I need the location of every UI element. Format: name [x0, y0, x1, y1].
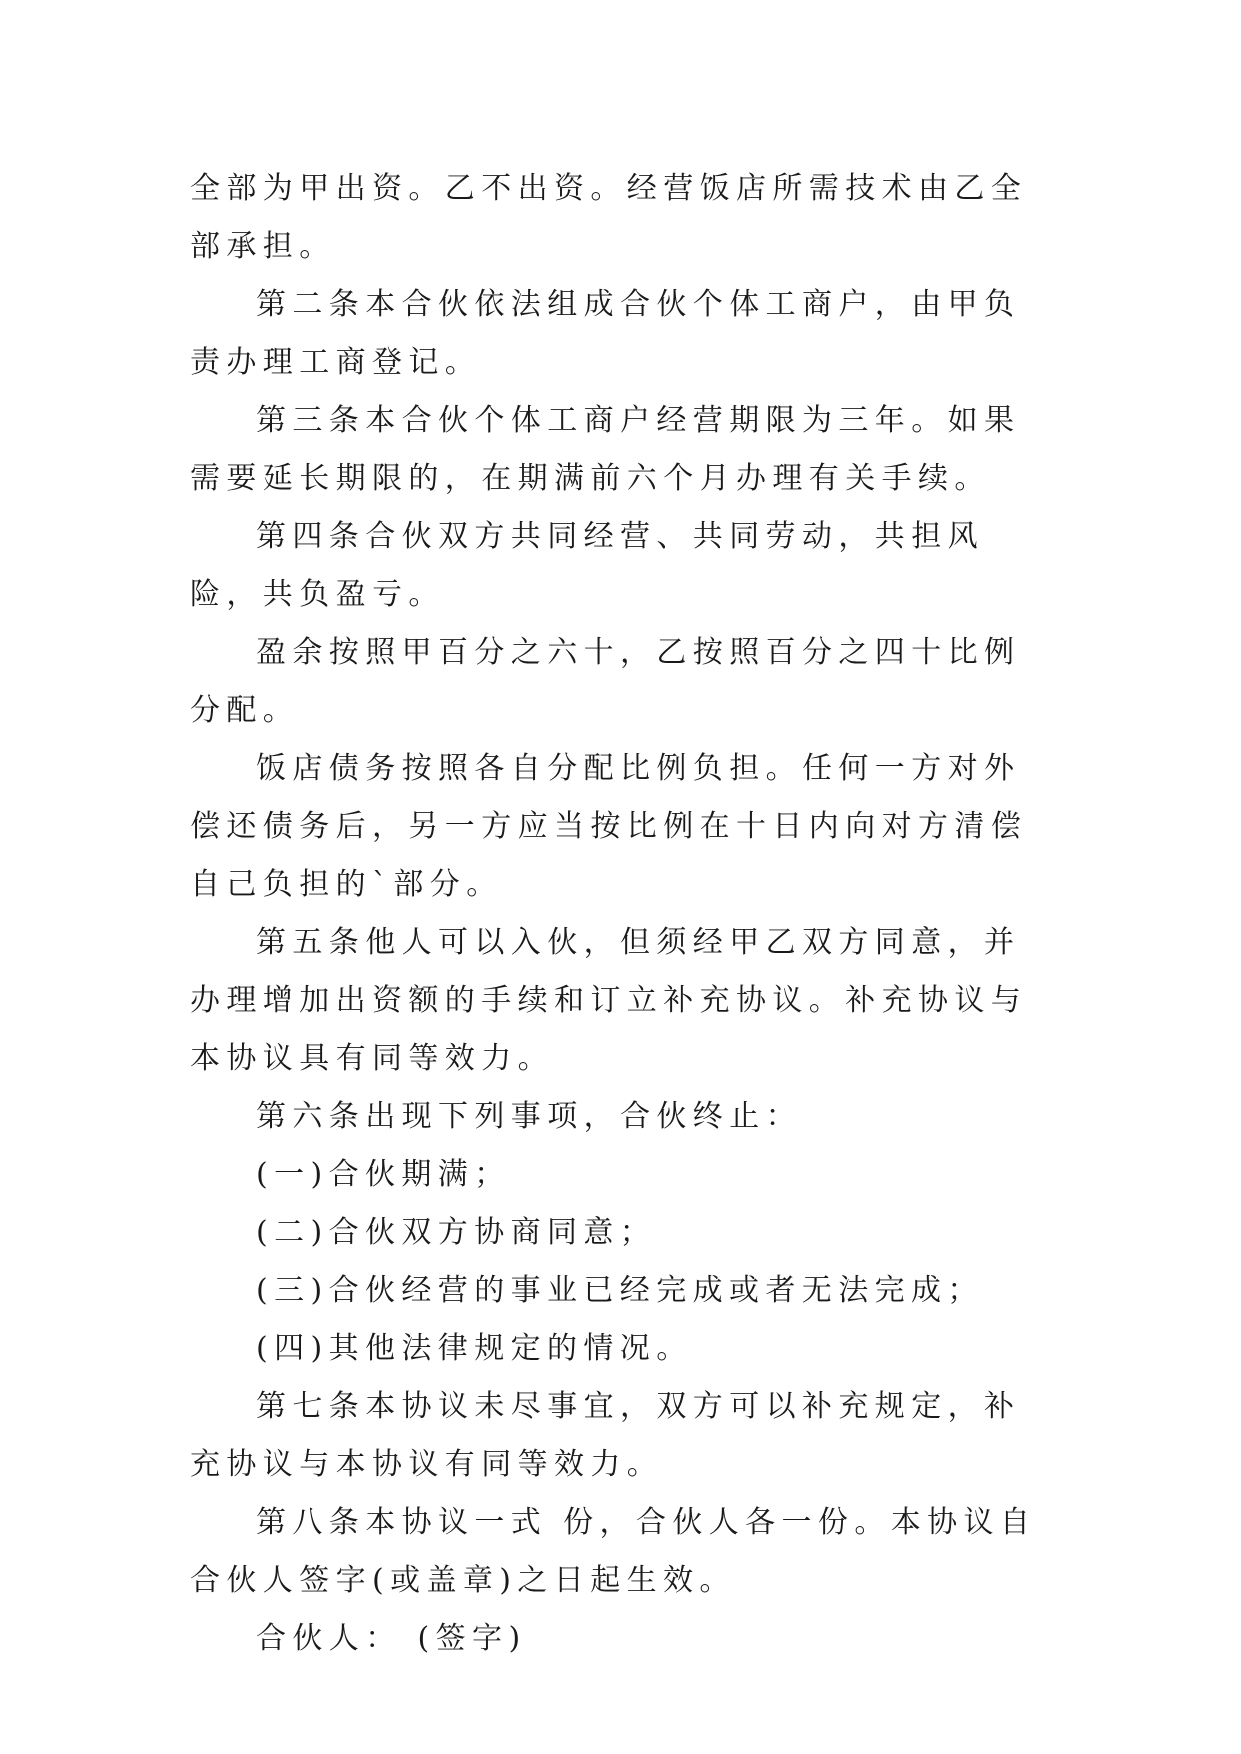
list-item-termination-3: (三)合伙经营的事业已经完成或者无法完成；: [256, 1273, 984, 1308]
paragraph-article-3: 第三条本合伙个体工商户经营期限为三年。如果需要延长期限的，在期满前六个月办理有关手续。: [190, 403, 1021, 496]
paragraph-article-6: 第六条出现下列事项，合伙终止：: [256, 1099, 802, 1134]
list-item-termination-1: (一)合伙期满；: [256, 1157, 511, 1192]
paragraph-article-4: 第四条合伙双方共同经营、共同劳动，共担风险，共负盈亏。: [190, 519, 984, 612]
list-item-termination-2: (二)合伙双方协商同意；: [256, 1215, 657, 1250]
list-item-termination-4: (四)其他法律规定的情况。: [256, 1331, 693, 1366]
document-body: [190, 160, 1050, 1668]
paragraph-debt-sharing: 饭店债务按照各自分配比例负担。任何一方对外偿还债务后，另一方应当按比例在十日内向对方清偿自己负担的`部分。: [190, 751, 1028, 902]
paragraph-capital-contribution: 全部为甲出资。乙不出资。经营饭店所需技术由乙全部承担。: [190, 171, 1028, 264]
signature-line: 合伙人： (签字): [256, 1621, 527, 1656]
paragraph-profit-distribution: 盈余按照甲百分之六十，乙按照百分之四十比例分配。: [190, 635, 1021, 728]
paragraph-article-8: 第八条本协议一式 份，合伙人各一份。本协议自合伙人签字(或盖章)之日起生效。: [190, 1505, 1037, 1598]
paragraph-article-2: 第二条本合伙依法组成合伙个体工商户，由甲负责办理工商登记。: [190, 287, 1021, 380]
paragraph-article-7: 第七条本协议未尽事宜，双方可以补充规定，补充协议与本协议有同等效力。: [190, 1389, 1021, 1482]
paragraph-article-5: 第五条他人可以入伙，但须经甲乙双方同意，并办理增加出资额的手续和订立补充协议。补充协议与本协议具有同等效力。: [190, 925, 1028, 1076]
